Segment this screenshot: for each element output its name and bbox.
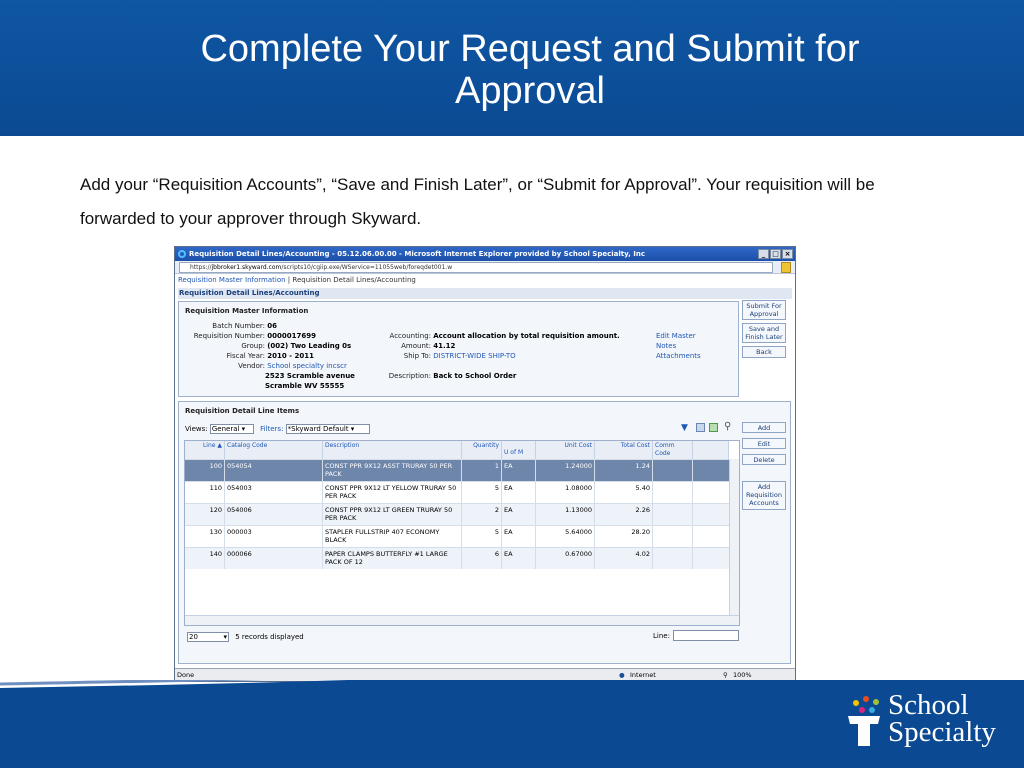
add-button[interactable]: Add	[742, 422, 786, 433]
vertical-scrollbar[interactable]	[729, 459, 739, 615]
requisition-number: 0000017699	[267, 332, 316, 340]
edit-master-link[interactable]: Edit Master	[656, 332, 696, 340]
description-label: Description:	[388, 372, 431, 380]
column-header-catalog-code[interactable]: Catalog Code	[225, 441, 323, 459]
views-select[interactable]: General ▾	[210, 424, 254, 434]
cell-uom: EA	[502, 482, 536, 503]
cell-total-cost: 28.20	[595, 526, 653, 547]
breadcrumb-separator: |	[287, 276, 291, 284]
browser-title-bar	[175, 247, 795, 261]
cell-line: 110	[185, 482, 225, 503]
requisition-label: Requisition Number:	[193, 332, 265, 340]
ship-to-link[interactable]: DISTRICT-WIDE SHIP-TO	[433, 352, 516, 360]
cell-total-cost: 5.40	[595, 482, 653, 503]
notes-link[interactable]: Notes	[656, 342, 677, 350]
back-button[interactable]: Back	[742, 346, 786, 358]
line-items-table	[184, 440, 740, 626]
cell-uom: EA	[502, 504, 536, 525]
lock-icon[interactable]	[781, 262, 791, 273]
cell-uom: EA	[502, 526, 536, 547]
column-header-quantity[interactable]: Quantity	[462, 441, 502, 459]
cell-comm-code	[653, 526, 693, 547]
cell-quantity: 5	[462, 526, 502, 547]
maximize-button[interactable]: □	[770, 249, 781, 259]
cell-catalog-code: 054006	[225, 504, 323, 525]
cell-comm-code	[653, 460, 693, 481]
cell-total-cost: 2.26	[595, 504, 653, 525]
logo-line-2: Specialty	[888, 716, 996, 748]
master-info-heading: Requisition Master Information	[185, 307, 309, 315]
column-header-uom[interactable]: U of M	[502, 441, 536, 459]
minimize-button[interactable]: _	[758, 249, 769, 259]
cell-total-cost: 4.02	[595, 548, 653, 569]
cell-total-cost: 1.24	[595, 460, 653, 481]
cell-quantity: 5	[462, 482, 502, 503]
zoom-icon[interactable]: ⚲	[723, 671, 728, 679]
group-value: (002) Two Leading 0s	[267, 342, 352, 350]
cell-uom: EA	[502, 548, 536, 569]
filter-icon[interactable]: ▼	[681, 423, 688, 433]
cell-catalog-code: 000003	[225, 526, 323, 547]
views-select-value: General	[211, 425, 240, 433]
cell-unit-cost: 5.64000	[536, 526, 595, 547]
cell-description: CONST PPR 9X12 LT GREEN TRURAY 50 PER PACK	[323, 504, 462, 525]
vendor-link[interactable]: School specialty incscr	[267, 362, 347, 370]
save-finish-later-button[interactable]: Save and Finish Later	[742, 323, 786, 343]
logo-line-1: School	[888, 689, 969, 721]
cell-catalog-code: 054003	[225, 482, 323, 503]
cell-catalog-code: 054054	[225, 460, 323, 481]
cell-line: 130	[185, 526, 225, 547]
logo-dot-green	[873, 699, 879, 705]
cell-description: CONST PPR 9X12 ASST TRURAY 50 PER PACK	[323, 460, 462, 481]
cell-quantity: 6	[462, 548, 502, 569]
column-header-blank	[693, 441, 729, 459]
accounting-value: Account allocation by total requisition amount.	[433, 332, 620, 340]
line-input[interactable]	[673, 630, 739, 641]
cell-quantity: 2	[462, 504, 502, 525]
address-host: jbbroker1.skyward.com	[211, 264, 282, 271]
amount-label: Amount:	[401, 342, 431, 350]
line-label: Line:	[653, 632, 670, 640]
edit-button[interactable]: Edit	[742, 438, 786, 449]
logo-wordmark	[888, 689, 996, 748]
cell-line: 100	[185, 460, 225, 481]
filters-select[interactable]: *Skyward Default ▾	[286, 424, 370, 434]
status-zone: Internet	[630, 671, 656, 679]
address-bar	[175, 261, 795, 274]
fiscal-year-value: 2010 - 2011	[267, 352, 314, 360]
slide-header	[0, 0, 1024, 136]
page-title: Requisition Detail Lines/Accounting	[178, 288, 792, 299]
cell-description: STAPLER FULLSTRIP 407 ECONOMY BLACK	[323, 526, 462, 547]
close-button[interactable]: ×	[782, 249, 793, 259]
refresh-icon[interactable]	[709, 423, 718, 432]
table-row[interactable]	[185, 547, 729, 569]
cell-comm-code	[653, 482, 693, 503]
cell-description: CONST PPR 9X12 LT YELLOW TRURAY 50 PER PACK	[323, 482, 462, 503]
column-header-line[interactable]: Line ▲	[185, 441, 225, 459]
column-header-total-cost[interactable]: Total Cost	[595, 441, 653, 459]
ship-to-label: Ship To:	[403, 352, 431, 360]
breadcrumb-current: Requisition Detail Lines/Accounting	[292, 276, 416, 284]
accounting-label: Accounting:	[389, 332, 431, 340]
breadcrumb-master-link[interactable]: Requisition Master Information	[178, 276, 286, 284]
records-count: 5 records displayed	[235, 633, 304, 641]
export-icon[interactable]	[696, 423, 705, 432]
submit-for-approval-button[interactable]: Submit For Approval	[742, 300, 786, 320]
views-label: Views:	[185, 425, 208, 433]
detail-lines-heading: Requisition Detail Line Items	[185, 407, 300, 415]
page-size-value: 20	[189, 633, 198, 641]
vendor-address-line-2: Scramble WV 55555	[265, 382, 345, 390]
cell-quantity: 1	[462, 460, 502, 481]
cell-line: 140	[185, 548, 225, 569]
vendor-address-line-1: 2523 Scramble avenue	[265, 372, 355, 380]
filters-label[interactable]: Filters:	[260, 425, 284, 433]
group-label: Group:	[241, 342, 265, 350]
search-icon[interactable]: ⚲	[724, 421, 732, 432]
fiscal-year-label: Fiscal Year:	[226, 352, 265, 360]
attachments-link[interactable]: Attachments	[656, 352, 701, 360]
cell-unit-cost: 1.24000	[536, 460, 595, 481]
logo-dot-pink	[859, 707, 865, 713]
cell-comm-code	[653, 504, 693, 525]
cell-comm-code	[653, 548, 693, 569]
logo-dot-orange	[863, 696, 869, 702]
amount-value: 41.12	[433, 342, 456, 350]
vendor-label: Vendor:	[238, 362, 265, 370]
address-input[interactable]	[179, 262, 773, 273]
status-zoom[interactable]: 100%	[733, 671, 752, 679]
table-row[interactable]	[185, 459, 729, 481]
address-prefix: https://	[190, 264, 212, 271]
add-requisition-accounts-button[interactable]: Add Requisition Accounts	[742, 481, 786, 510]
column-header-unit-cost[interactable]: Unit Cost	[536, 441, 595, 459]
table-row[interactable]	[185, 525, 729, 547]
table-row[interactable]	[185, 481, 729, 503]
address-path: /scripts10/cgiip.exe/WService=11055web/foreqdet001.w	[281, 264, 453, 271]
description-value: Back to School Order	[433, 372, 517, 380]
logo-dot-blue	[869, 707, 875, 713]
browser-window	[174, 246, 796, 682]
column-header-comm-code[interactable]: Comm Code	[653, 441, 693, 459]
cell-catalog-code: 000066	[225, 548, 323, 569]
cell-line: 120	[185, 504, 225, 525]
logo-dot-yellow	[853, 700, 859, 706]
cell-description: PAPER CLAMPS BUTTERFLY #1 LARGE PACK OF 12	[323, 548, 462, 569]
status-text: Done	[177, 671, 195, 679]
batch-number: 06	[267, 322, 277, 330]
cell-uom: EA	[502, 460, 536, 481]
cell-unit-cost: 1.08000	[536, 482, 595, 503]
master-info-panel	[178, 301, 739, 397]
column-header-description[interactable]: Description	[323, 441, 462, 459]
logo-mark	[848, 716, 880, 746]
horizontal-scrollbar[interactable]	[185, 615, 739, 625]
cell-unit-cost: 1.13000	[536, 504, 595, 525]
breadcrumb	[178, 276, 790, 286]
filters-select-value: *Skyward Default	[287, 425, 349, 433]
browser-window-title: Requisition Detail Lines/Accounting - 05.12.06.00.00 - Microsoft Internet Explorer provided by School Specialty, Inc	[189, 250, 645, 258]
table-row[interactable]	[185, 503, 729, 525]
batch-label: Batch Number:	[212, 322, 265, 330]
window-controls	[758, 249, 793, 259]
cell-unit-cost: 0.67000	[536, 548, 595, 569]
internet-explorer-icon	[178, 250, 186, 258]
page-size-select[interactable]: 20 ▾	[189, 633, 227, 641]
slide-body-text: Add your “Requisition Accounts”, “Save and Finish Later”, or “Submit for Approval”. Your requisition will be forwarded to your approver through Skyward.	[80, 175, 875, 228]
delete-button[interactable]: Delete	[742, 454, 786, 465]
globe-icon: ●	[619, 671, 625, 679]
slide-title: Complete Your Request and Submit for Approval	[200, 28, 860, 112]
